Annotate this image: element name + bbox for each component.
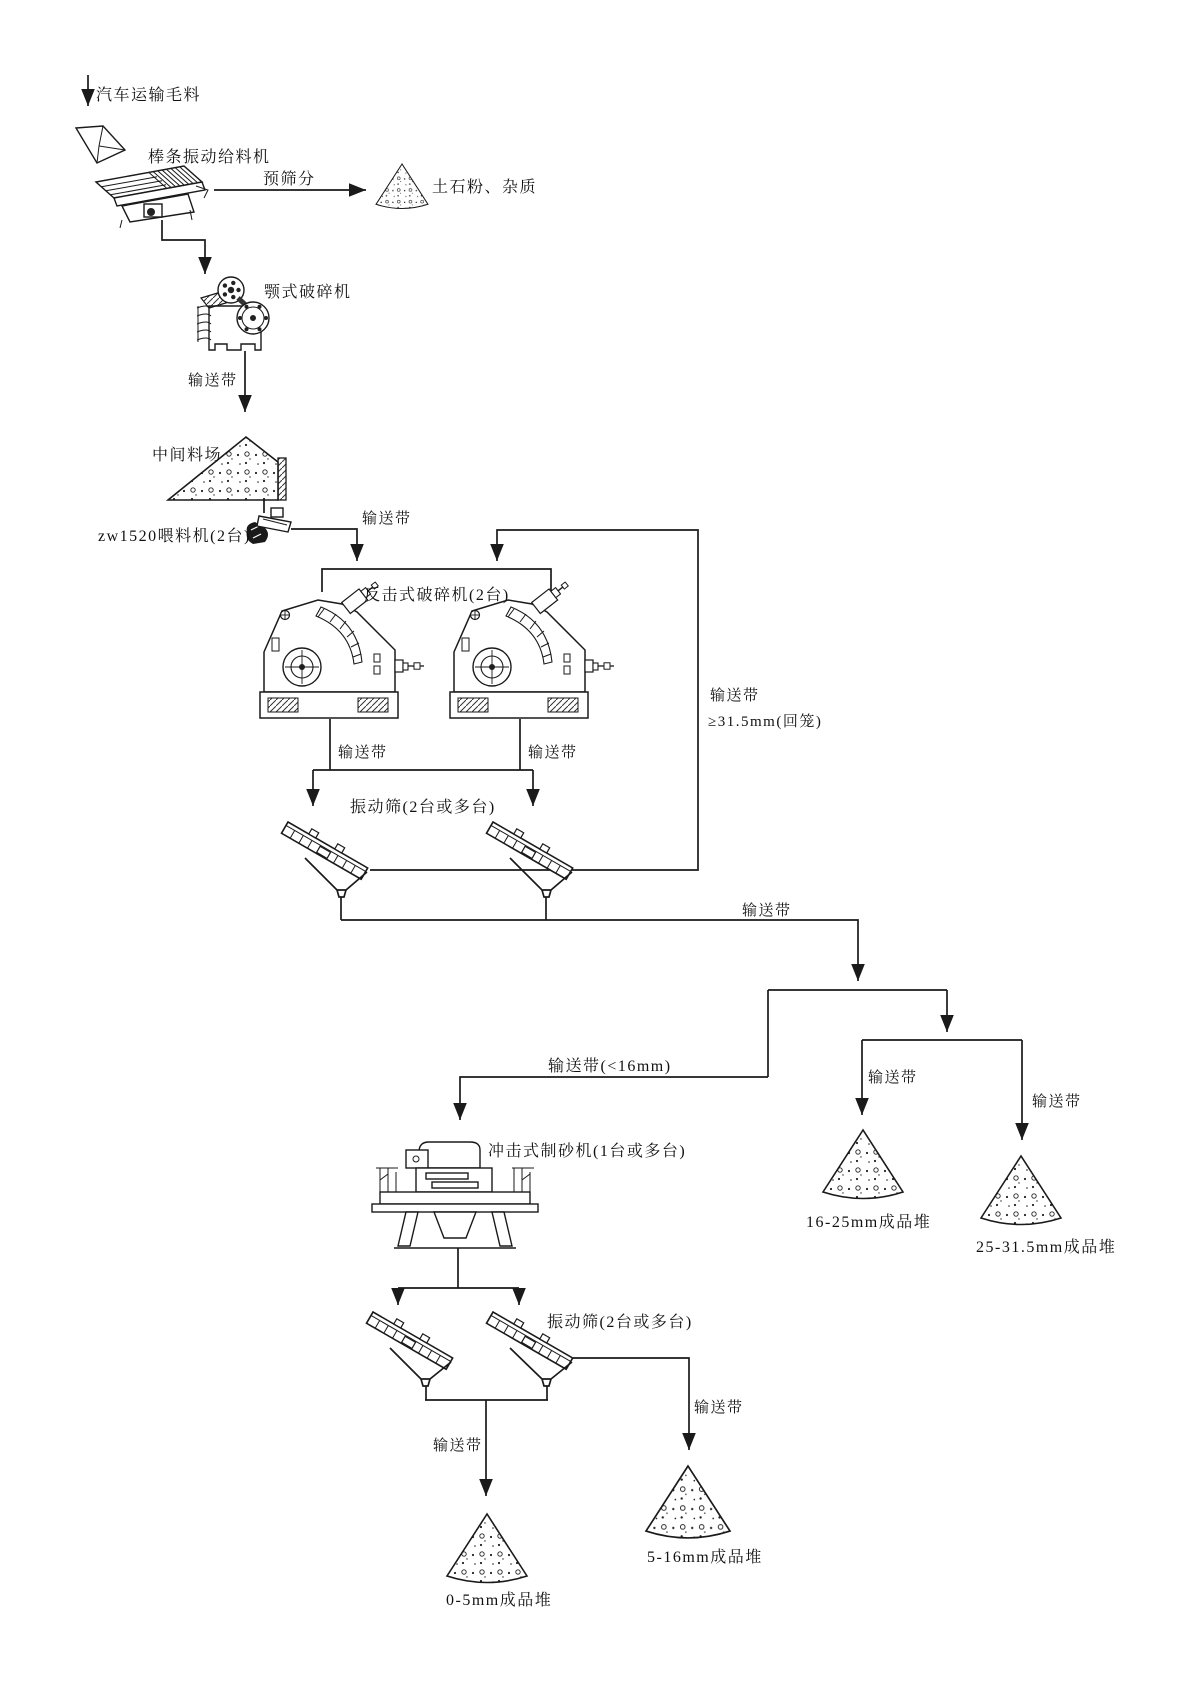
product-pile-16-25 [823, 1130, 903, 1199]
label-belt-7: 输送带 [433, 1438, 483, 1454]
label-belt-8: 输送带 [694, 1400, 744, 1416]
zw-feeder-machine [247, 508, 291, 544]
label-belt-2: 输送带 [362, 511, 412, 527]
waste-cone [376, 164, 428, 209]
label-bar-feeder: 棒条振动给料机 [148, 149, 271, 166]
label-belt-1: 输送带 [188, 373, 238, 389]
label-oversize-return: ≥31.5mm(回笼) [708, 714, 823, 730]
label-belt-under16: 输送带(<16mm) [548, 1058, 672, 1075]
product-pile-0-5 [447, 1514, 527, 1583]
vibrating-screen-upper-left [282, 817, 371, 897]
label-pile-25-31: 25-31.5mm成品堆 [976, 1239, 1117, 1256]
feed-chute [76, 126, 125, 163]
label-belt-return: 输送带 [710, 688, 760, 704]
label-stockpile: 中间料场 [152, 447, 223, 464]
label-impact-crusher: 反击式破碎机(2台) [364, 587, 510, 604]
label-screen-lower: 振动筛(2台或多台) [547, 1314, 693, 1331]
flow-main-belt [341, 920, 858, 981]
flow-feeder-to-crushers [291, 529, 357, 561]
flow-feeder-to-jaw [162, 220, 205, 274]
jaw-crusher-machine [197, 277, 269, 350]
label-pre-screen: 预筛分 [263, 171, 316, 188]
label-sand-maker: 冲击式制砂机(1台或多台) [488, 1143, 687, 1160]
label-belt-6: 输送带 [1032, 1094, 1082, 1110]
label-belt-main: 输送带 [742, 903, 792, 919]
product-pile-5-16 [646, 1466, 730, 1538]
label-jaw-crusher: 颚式破碎机 [264, 284, 352, 301]
flow-to-pile-5-16 [573, 1358, 689, 1450]
flow-under16-to-sandmaker [460, 1077, 768, 1120]
vibrating-screen-upper-right [487, 817, 576, 897]
label-belt-3: 输送带 [338, 745, 388, 761]
label-pile-5-16: 5-16mm成品堆 [647, 1549, 763, 1566]
vibrating-screen-lower-left [367, 1307, 456, 1386]
label-screen-upper: 振动筛(2台或多台) [350, 799, 496, 816]
label-belt-4: 输送带 [528, 745, 578, 761]
bar-feeder-machine [96, 166, 208, 228]
label-raw-feed: 汽车运输毛料 [96, 87, 202, 104]
label-zw-feeder: zw1520喂料机(2台) [98, 528, 251, 545]
label-pile-0-5: 0-5mm成品堆 [446, 1592, 553, 1609]
product-pile-25-31-5 [981, 1156, 1061, 1225]
label-belt-5: 输送带 [868, 1070, 918, 1086]
label-pile-16-25: 16-25mm成品堆 [806, 1214, 932, 1231]
label-waste-pile: 土石粉、杂质 [432, 179, 538, 196]
